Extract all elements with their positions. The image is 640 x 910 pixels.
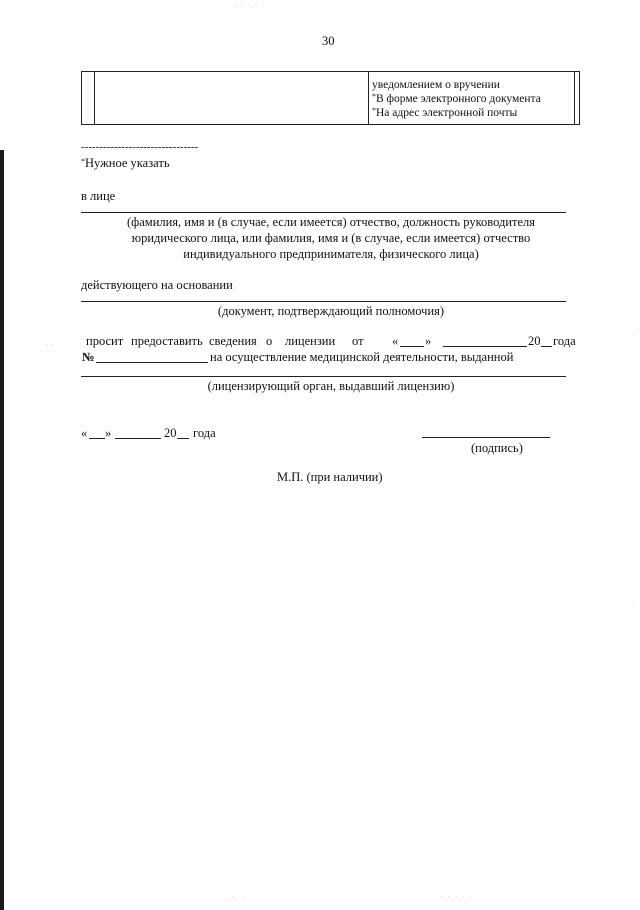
date-month-blank — [115, 438, 161, 439]
month-blank — [443, 346, 527, 347]
table-divider — [94, 72, 95, 124]
footnote-text: Нужное указать — [85, 156, 170, 170]
table-divider — [574, 72, 575, 124]
fio-line — [81, 212, 566, 213]
year-prefix: 20 — [528, 334, 541, 348]
basis-hint: (документ, подтверждающий полномочия) — [217, 304, 445, 318]
signature-hint: (подпись) — [471, 441, 523, 455]
asterisk-mark: * — [372, 92, 376, 101]
in-person-label: в лице — [81, 189, 116, 203]
basis-line — [81, 301, 566, 302]
close-quote: » — [425, 334, 432, 348]
stamp-label: М.П. (при наличии) — [277, 470, 383, 484]
delivery-option-text: На адрес электронной почты — [376, 107, 518, 119]
request-word: предоставить — [131, 334, 203, 348]
scan-noise: · — [632, 600, 636, 610]
year-suffix: года — [553, 334, 576, 348]
scan-noise: ·· — [46, 340, 54, 350]
delivery-method-table — [81, 71, 580, 125]
license-number-blank — [96, 362, 208, 363]
asterisk-mark: * — [372, 106, 376, 115]
request-word: о — [266, 334, 273, 348]
basis-label: действующего на основании — [81, 278, 233, 292]
date-day-blank — [89, 438, 105, 439]
delivery-option — [372, 106, 572, 120]
request-word: сведения — [209, 334, 257, 348]
delivery-option-text: В форме электронного документа — [376, 93, 541, 105]
issuer-hint: (лицензирующий орган, выдавший лицензию) — [207, 379, 455, 393]
scan-noise: · · ·.· — [233, 0, 259, 10]
number-sign: № — [82, 350, 95, 364]
date-year-blank — [177, 438, 189, 439]
fio-hint-3: индивидуального предпринимателя, физического лица) — [183, 247, 479, 261]
date-close-quote: » — [105, 426, 112, 440]
fio-hint-1: (фамилия, имя и (в случае, если имеется) отчество, должность руководителя — [126, 215, 536, 229]
request-word: лицензии — [285, 334, 336, 348]
scan-noise: · — [632, 330, 636, 340]
year-blank — [541, 346, 552, 347]
request-word: от — [352, 334, 364, 348]
footnote — [81, 156, 170, 171]
issuer-line — [81, 376, 566, 377]
signature-line — [422, 437, 550, 438]
table-divider — [368, 72, 369, 124]
scan-edge-bar — [0, 150, 4, 910]
license-purpose: на осуществление медицинской деятельности, выданной — [210, 350, 514, 364]
open-quote: « — [392, 334, 399, 348]
request-word: просит — [86, 334, 124, 348]
date-year-prefix: 20 — [164, 426, 177, 440]
date-open-quote: « — [81, 426, 88, 440]
scan-noise: .·. · — [228, 892, 246, 902]
scan-noise: ·.·.·.· · — [440, 892, 473, 902]
delivery-option — [372, 92, 572, 106]
page-number: 30 — [322, 34, 335, 48]
date-year-suffix: года — [193, 426, 216, 440]
day-blank — [400, 346, 424, 347]
asterisk-mark: * — [81, 157, 85, 166]
delivery-option: уведомлением о вручении — [372, 79, 500, 91]
fio-hint-2: юридического лица, или фамилия, имя и (в случае, если имеется) отчество — [131, 231, 531, 245]
delivery-method-cell — [372, 78, 572, 120]
footnote-separator: -------------------------------- — [81, 141, 199, 153]
